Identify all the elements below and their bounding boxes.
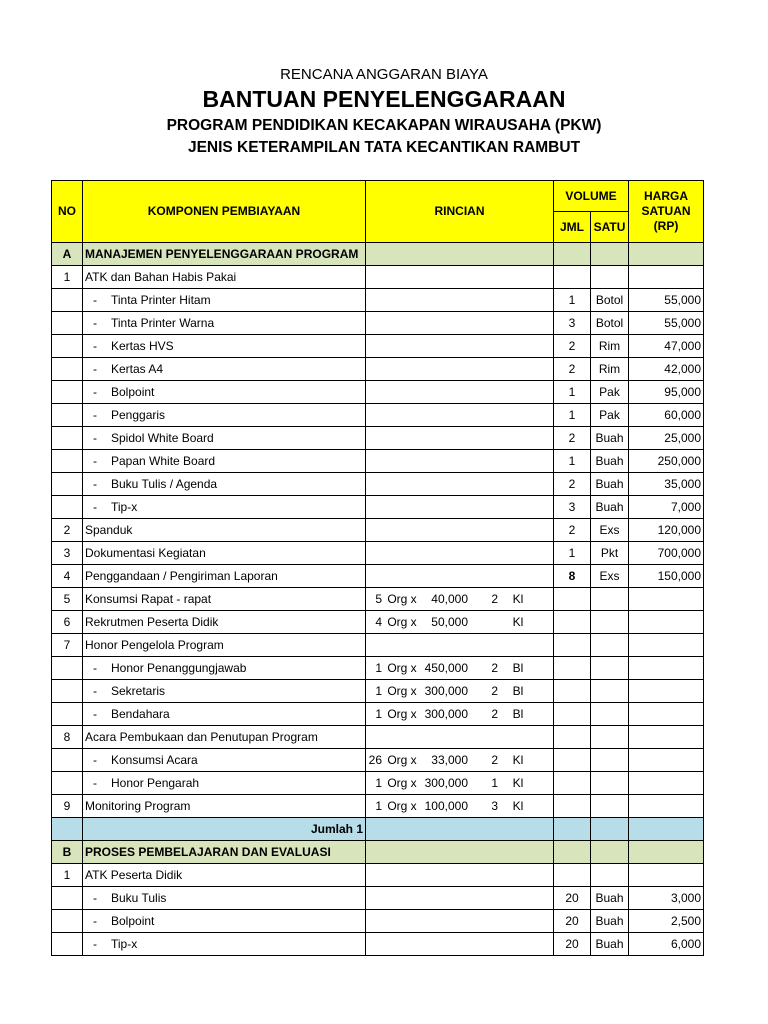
table-row: - Honor Pengarah 1 Org x 300,000 1 Kl (52, 772, 704, 795)
row-harga: 150,000 (629, 565, 704, 588)
table-row (52, 312, 704, 335)
row-satu: Exs (591, 565, 629, 588)
table-row (52, 726, 704, 749)
row-no: 1 (52, 864, 83, 887)
row-label: Buku Tulis / Agenda (111, 477, 218, 491)
row-satu: Exs (591, 519, 629, 542)
row-harga: 42,000 (629, 358, 704, 381)
row-satu: Buah (591, 496, 629, 519)
table-row (52, 795, 704, 818)
rincian-detail: 4 Org x 50,000 Kl (375, 615, 524, 629)
row-jml: 3 (554, 496, 591, 519)
table-row (52, 404, 704, 427)
row-harga: 3,000 (629, 887, 704, 910)
row-label: Monitoring Program (83, 795, 366, 818)
row-label: Spanduk (83, 519, 366, 542)
row-jml: 1 (554, 404, 591, 427)
rincian-detail: 1 Org x 100,000 3 Kl (375, 799, 524, 813)
row-jml: 20 (554, 933, 591, 956)
row-harga: 120,000 (629, 519, 704, 542)
row-dash: - (93, 362, 97, 376)
col-rincian-header: RINCIAN (366, 181, 554, 243)
harga-label-2: SATUAN (641, 204, 691, 218)
title-line-2: BANTUAN PENYELENGGARAAN (202, 86, 566, 112)
row-dash: - (93, 293, 97, 307)
row-label: ATK dan Bahan Habis Pakai (83, 266, 366, 289)
row-label: Kertas A4 (111, 362, 164, 376)
row-label: Kertas HVS (111, 339, 174, 353)
row-label: Buku Tulis (111, 891, 167, 905)
row-jml: 2 (554, 427, 591, 450)
row-satu: Pak (591, 404, 629, 427)
table-row (52, 864, 704, 887)
row-no: 7 (52, 634, 83, 657)
row-label: Tinta Printer Warna (111, 316, 215, 330)
row-no: 6 (52, 611, 83, 634)
row-label: Dokumentasi Kegiatan (83, 542, 366, 565)
row-jml: 2 (554, 473, 591, 496)
col-komponen-header: KOMPONEN PEMBIAYAAN (83, 181, 366, 243)
row-harga: 55,000 (629, 312, 704, 335)
row-jml: 3 (554, 312, 591, 335)
table-row (52, 427, 704, 450)
row-satu: Pkt (591, 542, 629, 565)
budget-table (51, 180, 704, 956)
row-harga: 25,000 (629, 427, 704, 450)
table-row: - Bendahara 1 Org x 300,000 2 Bl (52, 703, 704, 726)
row-harga: 35,000 (629, 473, 704, 496)
table-row (52, 588, 704, 611)
title-line-1: RENCANA ANGGARAN BIAYA (280, 66, 488, 83)
table-row: - Tip-x 20 Buah 6,000 (52, 933, 704, 956)
row-label: Konsumsi Rapat - rapat (83, 588, 366, 611)
row-label: Konsumsi Acara (111, 753, 198, 767)
table-row: - Sekretaris 1 Org x 300,000 2 Bl (52, 680, 704, 703)
table-row (52, 335, 704, 358)
row-harga: 95,000 (629, 381, 704, 404)
table-row (52, 565, 704, 588)
row-dash: - (93, 408, 97, 422)
rincian-detail: 1 Org x 450,000 2 Bl (375, 661, 524, 675)
row-satu: Botol (591, 289, 629, 312)
title-line-3: PROGRAM PENDIDIKAN KECAKAPAN WIRAUSAHA (PKW) (166, 117, 602, 134)
title-line-4: JENIS KETERAMPILAN TATA KECANTIKAN RAMBUT (187, 139, 581, 156)
row-label: Honor Pengelola Program (83, 634, 366, 657)
section-title: MANAJEMEN PENYELENGGARAAN PROGRAM (83, 243, 366, 266)
table-row (52, 611, 704, 634)
table-row (52, 519, 704, 542)
row-satu: Buah (591, 450, 629, 473)
row-label: ATK Peserta Didik (83, 864, 366, 887)
row-no: 2 (52, 519, 83, 542)
rincian-detail: 1 Org x 300,000 1 Kl (375, 776, 524, 790)
row-harga: 700,000 (629, 542, 704, 565)
row-jml: 20 (554, 887, 591, 910)
row-jml: 20 (554, 910, 591, 933)
section-a-row (52, 243, 704, 266)
jumlah-label: Jumlah 1 (83, 818, 366, 841)
row-satu: Buah (591, 933, 629, 956)
table-row: - Buku Tulis 20 Buah 3,000 (52, 887, 704, 910)
table-row: - Honor Penanggungjawab 1 Org x 450,000 2 Bl (52, 657, 704, 680)
row-no: 8 (52, 726, 83, 749)
rincian-detail: 5 Org x 40,000 2 Kl (375, 592, 524, 606)
row-satu: Rim (591, 358, 629, 381)
row-satu: Rim (591, 335, 629, 358)
row-no: 1 (52, 266, 83, 289)
row-jml: 2 (554, 358, 591, 381)
col-harga-header (629, 181, 704, 243)
row-harga: 250,000 (629, 450, 704, 473)
row-dash: - (93, 500, 97, 514)
rincian-detail: 1 Org x 300,000 2 Bl (375, 707, 524, 721)
rincian-detail: 1 Org x 300,000 2 Bl (375, 684, 524, 698)
jumlah-row (52, 818, 704, 841)
row-dash: - (93, 477, 97, 491)
header-row-1 (52, 181, 704, 212)
row-label: Penggaris (111, 408, 166, 422)
table-row (52, 358, 704, 381)
row-no: 4 (52, 565, 83, 588)
col-satu-header: SATU (591, 212, 629, 243)
table-row: - Bolpoint 20 Buah 2,500 (52, 910, 704, 933)
row-jml: 1 (554, 289, 591, 312)
table-row (52, 381, 704, 404)
row-label: Sekretaris (111, 684, 166, 698)
table-row: - Konsumsi Acara 26 Org x 33,000 2 Kl (52, 749, 704, 772)
row-dash: - (93, 431, 97, 445)
row-jml: 1 (554, 381, 591, 404)
row-jml: 2 (554, 335, 591, 358)
rincian-detail: 26 Org x 33,000 2 Kl (368, 753, 524, 767)
row-label: Bolpoint (111, 385, 155, 399)
section-no: A (52, 243, 83, 266)
table-row (52, 542, 704, 565)
col-jml-header: JML (554, 212, 591, 243)
harga-label-3: (RP) (653, 219, 679, 233)
row-satu: Buah (591, 910, 629, 933)
row-harga: 2,500 (629, 910, 704, 933)
row-harga: 6,000 (629, 933, 704, 956)
row-jml: 1 (554, 542, 591, 565)
row-harga: 55,000 (629, 289, 704, 312)
row-label: Acara Pembukaan dan Penutupan Program (83, 726, 366, 749)
row-dash: - (93, 339, 97, 353)
row-label: Rekrutmen Peserta Didik (83, 611, 366, 634)
row-label: Spidol White Board (111, 431, 214, 445)
row-label: Honor Penanggungjawab (111, 661, 247, 675)
row-no: 3 (52, 542, 83, 565)
row-harga: 60,000 (629, 404, 704, 427)
row-harga: 47,000 (629, 335, 704, 358)
row-satu: Pak (591, 381, 629, 404)
row-jml: 2 (554, 519, 591, 542)
row-satu: Buah (591, 427, 629, 450)
table-row (52, 289, 704, 312)
col-no-header: NO (52, 181, 83, 243)
row-dash: - (93, 316, 97, 330)
row-label: Tip-x (111, 500, 138, 514)
row-satu: Buah (591, 887, 629, 910)
row-dash: - (93, 385, 97, 399)
section-b-row (52, 841, 704, 864)
row-satu: Botol (591, 312, 629, 335)
row-label: Honor Pengarah (111, 776, 200, 790)
section-title: PROSES PEMBELAJARAN DAN EVALUASI (83, 841, 366, 864)
row-satu: Buah (591, 473, 629, 496)
row-no: 9 (52, 795, 83, 818)
row-dash: - (93, 454, 97, 468)
row-harga: 7,000 (629, 496, 704, 519)
table-row (52, 450, 704, 473)
row-label: Penggandaan / Pengiriman Laporan (83, 565, 366, 588)
section-no: B (52, 841, 83, 864)
table-row (52, 634, 704, 657)
col-volume-header: VOLUME (554, 181, 629, 212)
row-label: Bendahara (111, 707, 170, 721)
table-row (52, 266, 704, 289)
table-row (52, 496, 704, 519)
table-row (52, 473, 704, 496)
row-no: 5 (52, 588, 83, 611)
harga-label-1: HARGA (644, 189, 688, 203)
row-label: Papan White Board (111, 454, 216, 468)
row-label: Bolpoint (111, 914, 155, 928)
row-jml: 1 (554, 450, 591, 473)
row-label: Tinta Printer Hitam (111, 293, 211, 307)
row-jml: 8 (554, 565, 591, 588)
row-label: Tip-x (111, 937, 138, 951)
